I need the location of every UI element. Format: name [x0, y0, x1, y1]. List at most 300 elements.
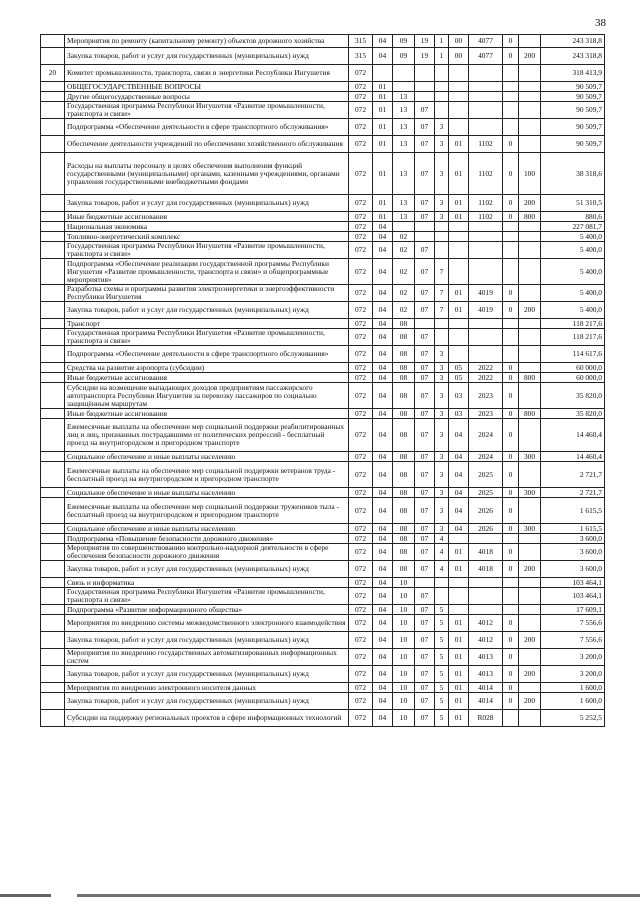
row-name-cell: ОБЩЕГОСУДАРСТВЕННЫЕ ВОПРОСЫ — [65, 82, 349, 92]
code-subsection-cell: 10 — [393, 605, 415, 615]
budget-table-body — [41, 35, 605, 727]
code-subprogram-cell: 4 — [435, 561, 449, 578]
code-direction-cell: 4018 — [469, 561, 503, 578]
code-expense-type-cell — [519, 242, 541, 259]
row-name-cell: Другие общегосударственные вопросы — [65, 92, 349, 102]
code-subprogram-cell: 7 — [435, 302, 449, 319]
code-ministry-cell: 072 — [349, 683, 373, 693]
row-number-cell — [41, 136, 65, 153]
code-subsection-cell: 08 — [393, 346, 415, 363]
code-section-cell: 04 — [373, 710, 393, 727]
code-program-cell — [415, 82, 435, 92]
code-subsection-cell: 08 — [393, 524, 415, 534]
code-program-cell: 07 — [415, 119, 435, 136]
code-ministry-cell: 072 — [349, 119, 373, 136]
code-ministry-cell: 072 — [349, 524, 373, 534]
code-subsection-cell: 02 — [393, 232, 415, 242]
code-program-cell — [415, 578, 435, 588]
row-sum-cell: 90 509,7 — [541, 136, 605, 153]
row-name-cell: Социальное обеспечение и иные выплаты населению — [65, 488, 349, 498]
code-expense-type-cell — [519, 710, 541, 727]
code-event-cell — [449, 65, 469, 82]
row-sum-cell: 1 600,0 — [541, 693, 605, 710]
code-subprogram-cell — [435, 65, 449, 82]
table-row — [41, 65, 605, 82]
code-program-cell — [415, 65, 435, 82]
row-number-cell — [41, 153, 65, 195]
table-row — [41, 409, 605, 419]
code-direction-cell — [469, 222, 503, 232]
code-section-cell: 04 — [373, 285, 393, 302]
code-direction-cell — [469, 329, 503, 346]
code-expense-type-cell — [519, 615, 541, 632]
row-number-cell — [41, 222, 65, 232]
code-section-cell: 04 — [373, 35, 393, 48]
row-number-cell — [41, 285, 65, 302]
row-name-cell: Топливно-энергетический комплекс — [65, 232, 349, 242]
code-subsection-cell: 13 — [393, 136, 415, 153]
table-row — [41, 632, 605, 649]
code-expense-type-cell: 200 — [519, 561, 541, 578]
code-event-cell — [449, 102, 469, 119]
code-event-cell: 01 — [449, 710, 469, 727]
row-number-cell — [41, 409, 65, 419]
code-ministry-cell: 072 — [349, 212, 373, 222]
code-section-cell: 01 — [373, 195, 393, 212]
code-expense-type-cell: 200 — [519, 302, 541, 319]
code-event-cell: 04 — [449, 452, 469, 462]
code-section-cell: 04 — [373, 383, 393, 409]
code-subprogram-cell: 7 — [435, 285, 449, 302]
code-subprogram-cell: 7 — [435, 259, 449, 285]
code-event-cell — [449, 534, 469, 544]
row-number-cell — [41, 92, 65, 102]
table-row — [41, 488, 605, 498]
row-number-cell — [41, 710, 65, 727]
row-sum-cell: 3 200,0 — [541, 666, 605, 683]
code-subprogram-cell: 5 — [435, 649, 449, 666]
code-event-cell: 03 — [449, 383, 469, 409]
code-direction-cell: 1102 — [469, 136, 503, 153]
code-direction-cell: 4014 — [469, 683, 503, 693]
row-name-cell: Мероприятия по внедрению электронного носителя данных — [65, 683, 349, 693]
code-ministry-cell: 072 — [349, 153, 373, 195]
row-number-cell — [41, 319, 65, 329]
code-program-cell: 07 — [415, 419, 435, 452]
code-subprogram-cell: 3 — [435, 419, 449, 452]
code-ministry-cell: 072 — [349, 82, 373, 92]
code-extra-cell — [503, 232, 519, 242]
code-section-cell: 04 — [373, 373, 393, 383]
code-extra-cell — [503, 259, 519, 285]
code-ministry-cell: 072 — [349, 259, 373, 285]
code-direction-cell: 4019 — [469, 285, 503, 302]
code-ministry-cell: 072 — [349, 452, 373, 462]
row-name-cell: Субсидии на поддержку региональных проектов в сфере информационных технологий — [65, 710, 349, 727]
code-program-cell: 07 — [415, 346, 435, 363]
row-sum-cell: 5 400,0 — [541, 285, 605, 302]
row-number-cell — [41, 242, 65, 259]
row-number-cell — [41, 373, 65, 383]
code-section-cell: 04 — [373, 346, 393, 363]
row-sum-cell: 14 460,4 — [541, 452, 605, 462]
code-subsection-cell — [393, 65, 415, 82]
code-subsection-cell: 10 — [393, 615, 415, 632]
code-direction-cell: 4077 — [469, 35, 503, 48]
row-sum-cell: 7 556,6 — [541, 632, 605, 649]
row-name-cell: Закупка товаров, работ и услуг для государственных (муниципальных) нужд — [65, 693, 349, 710]
code-expense-type-cell — [519, 498, 541, 524]
row-sum-cell: 118 217,6 — [541, 329, 605, 346]
code-subsection-cell — [393, 82, 415, 92]
budget-table — [40, 34, 605, 727]
code-subsection-cell: 08 — [393, 561, 415, 578]
code-event-cell — [449, 578, 469, 588]
row-number-cell — [41, 48, 65, 65]
table-row — [41, 242, 605, 259]
code-program-cell: 07 — [415, 462, 435, 488]
row-sum-cell: 2 721,7 — [541, 488, 605, 498]
table-row — [41, 319, 605, 329]
row-sum-cell: 103 464,1 — [541, 588, 605, 605]
table-row — [41, 615, 605, 632]
code-subsection-cell: 02 — [393, 302, 415, 319]
code-program-cell: 07 — [415, 534, 435, 544]
code-event-cell — [449, 222, 469, 232]
code-program-cell: 07 — [415, 285, 435, 302]
code-subprogram-cell: 3 — [435, 373, 449, 383]
code-section-cell: 04 — [373, 498, 393, 524]
code-ministry-cell: 072 — [349, 561, 373, 578]
row-name-cell: Государственная программа Республики Ингушетия «Развитие промышленности, транспорта и связи» — [65, 102, 349, 119]
code-subprogram-cell — [435, 82, 449, 92]
code-direction-cell — [469, 102, 503, 119]
table-row — [41, 561, 605, 578]
table-row — [41, 383, 605, 409]
row-number-cell — [41, 232, 65, 242]
table-row — [41, 259, 605, 285]
code-extra-cell: 0 — [503, 666, 519, 683]
row-name-cell: Субсидии на возмещение выпадающих доходов предприятиям пассажирского автотранспорта Республики Ингушетия за перевозку пассажиров по социально защищённым маршрутам — [65, 383, 349, 409]
code-expense-type-cell — [519, 534, 541, 544]
code-program-cell: 07 — [415, 363, 435, 373]
code-ministry-cell: 072 — [349, 222, 373, 232]
row-sum-cell: 227 081,7 — [541, 222, 605, 232]
code-ministry-cell: 072 — [349, 588, 373, 605]
row-name-cell: Иные бюджетные ассигнования — [65, 212, 349, 222]
row-name-cell: Закупка товаров, работ и услуг для государственных (муниципальных) нужд — [65, 195, 349, 212]
code-ministry-cell: 072 — [349, 666, 373, 683]
code-subsection-cell: 13 — [393, 195, 415, 212]
code-subsection-cell: 02 — [393, 285, 415, 302]
table-row — [41, 498, 605, 524]
code-program-cell: 07 — [415, 710, 435, 727]
code-direction-cell: 2024 — [469, 419, 503, 452]
code-expense-type-cell — [519, 232, 541, 242]
code-section-cell: 04 — [373, 363, 393, 373]
code-ministry-cell: 072 — [349, 232, 373, 242]
code-program-cell: 19 — [415, 48, 435, 65]
code-event-cell: 01 — [449, 136, 469, 153]
code-section-cell: 04 — [373, 588, 393, 605]
code-ministry-cell: 072 — [349, 285, 373, 302]
row-number-cell — [41, 534, 65, 544]
code-extra-cell: 0 — [503, 488, 519, 498]
code-ministry-cell: 072 — [349, 409, 373, 419]
code-direction-cell — [469, 319, 503, 329]
code-ministry-cell: 072 — [349, 302, 373, 319]
code-section-cell: 04 — [373, 452, 393, 462]
code-subsection-cell: 08 — [393, 419, 415, 452]
code-subprogram-cell: 4 — [435, 534, 449, 544]
code-ministry-cell: 072 — [349, 363, 373, 373]
code-subsection-cell: 10 — [393, 683, 415, 693]
code-expense-type-cell — [519, 92, 541, 102]
code-event-cell — [449, 92, 469, 102]
code-direction-cell: 4014 — [469, 693, 503, 710]
row-name-cell: Мероприятия по внедрению системы межведомственного электронного взаимодействия — [65, 615, 349, 632]
code-subprogram-cell — [435, 92, 449, 102]
code-ministry-cell: 072 — [349, 578, 373, 588]
code-extra-cell: 0 — [503, 48, 519, 65]
code-extra-cell: 0 — [503, 615, 519, 632]
row-name-cell: Государственная программа Республики Ингушетия «Развитие промышленности, транспорта и связи» — [65, 588, 349, 605]
code-expense-type-cell — [519, 82, 541, 92]
code-subprogram-cell: 3 — [435, 383, 449, 409]
code-subprogram-cell: 5 — [435, 693, 449, 710]
row-sum-cell: 90 509,7 — [541, 92, 605, 102]
row-name-cell: Государственная программа Республики Ингушетия «Развитие промышленности, транспорта и связи» — [65, 242, 349, 259]
code-expense-type-cell: 300 — [519, 524, 541, 534]
code-ministry-cell: 072 — [349, 102, 373, 119]
code-event-cell: 01 — [449, 666, 469, 683]
code-direction-cell: 4012 — [469, 632, 503, 649]
code-expense-type-cell — [519, 649, 541, 666]
code-ministry-cell: 072 — [349, 544, 373, 561]
table-row — [41, 524, 605, 534]
code-expense-type-cell: 300 — [519, 452, 541, 462]
code-event-cell — [449, 346, 469, 363]
code-direction-cell — [469, 588, 503, 605]
code-extra-cell: 0 — [503, 195, 519, 212]
code-subprogram-cell: 3 — [435, 462, 449, 488]
row-number-cell — [41, 329, 65, 346]
code-program-cell — [415, 222, 435, 232]
table-row — [41, 363, 605, 373]
code-ministry-cell: 315 — [349, 48, 373, 65]
row-name-cell: Связь и информатика — [65, 578, 349, 588]
code-section-cell: 04 — [373, 302, 393, 319]
code-section-cell: 01 — [373, 82, 393, 92]
code-event-cell: 01 — [449, 153, 469, 195]
row-name-cell: Подпрограмма «Развитие информационного общества» — [65, 605, 349, 615]
code-extra-cell — [503, 346, 519, 363]
code-section-cell: 04 — [373, 259, 393, 285]
code-expense-type-cell — [519, 259, 541, 285]
code-subprogram-cell: 3 — [435, 498, 449, 524]
code-extra-cell: 0 — [503, 383, 519, 409]
table-row — [41, 373, 605, 383]
code-extra-cell — [503, 710, 519, 727]
code-extra-cell: 0 — [503, 409, 519, 419]
code-event-cell: 04 — [449, 488, 469, 498]
code-event-cell — [449, 259, 469, 285]
row-sum-cell: 7 556,6 — [541, 615, 605, 632]
row-sum-cell: 17 609,1 — [541, 605, 605, 615]
code-event-cell — [449, 319, 469, 329]
code-expense-type-cell — [519, 605, 541, 615]
code-section-cell: 04 — [373, 649, 393, 666]
row-name-cell: Закупка товаров, работ и услуг для государственных (муниципальных) нужд — [65, 302, 349, 319]
code-subprogram-cell: 1 — [435, 35, 449, 48]
code-event-cell: 01 — [449, 544, 469, 561]
code-direction-cell: 4012 — [469, 615, 503, 632]
code-program-cell: 07 — [415, 649, 435, 666]
row-sum-cell: 243 318,8 — [541, 48, 605, 65]
code-ministry-cell: 072 — [349, 373, 373, 383]
row-name-cell: Подпрограмма «Обеспечение деятельности в сфере транспортного обслуживания» — [65, 119, 349, 136]
row-number-cell — [41, 363, 65, 373]
code-subprogram-cell — [435, 578, 449, 588]
code-extra-cell: 0 — [503, 153, 519, 195]
code-event-cell: 01 — [449, 615, 469, 632]
row-number-cell — [41, 212, 65, 222]
code-subsection-cell: 08 — [393, 544, 415, 561]
code-subprogram-cell — [435, 222, 449, 232]
row-number-cell — [41, 195, 65, 212]
table-row — [41, 683, 605, 693]
row-name-cell: Национальная экономика — [65, 222, 349, 232]
code-extra-cell — [503, 319, 519, 329]
row-number-cell — [41, 693, 65, 710]
code-event-cell: 05 — [449, 363, 469, 373]
row-sum-cell: 2 721,7 — [541, 462, 605, 488]
row-number-cell — [41, 119, 65, 136]
row-sum-cell: 60 000,0 — [541, 373, 605, 383]
code-program-cell: 07 — [415, 259, 435, 285]
code-program-cell: 07 — [415, 212, 435, 222]
table-row — [41, 195, 605, 212]
row-number-cell — [41, 102, 65, 119]
code-subprogram-cell — [435, 232, 449, 242]
row-sum-cell: 14 460,4 — [541, 419, 605, 452]
table-row — [41, 710, 605, 727]
row-number-cell — [41, 488, 65, 498]
code-ministry-cell: 072 — [349, 319, 373, 329]
code-program-cell: 07 — [415, 605, 435, 615]
code-program-cell: 07 — [415, 373, 435, 383]
code-program-cell: 07 — [415, 561, 435, 578]
code-section-cell: 04 — [373, 329, 393, 346]
code-extra-cell: 0 — [503, 462, 519, 488]
code-expense-type-cell — [519, 285, 541, 302]
code-subprogram-cell: 4 — [435, 544, 449, 561]
table-row — [41, 666, 605, 683]
table-row — [41, 605, 605, 615]
code-subsection-cell: 08 — [393, 534, 415, 544]
code-subsection-cell: 02 — [393, 242, 415, 259]
row-name-cell: Мероприятия по внедрению государственных автоматизированных информационных систем — [65, 649, 349, 666]
code-subsection-cell: 08 — [393, 488, 415, 498]
table-row — [41, 48, 605, 65]
row-sum-cell: 5 400,0 — [541, 242, 605, 259]
code-extra-cell — [503, 534, 519, 544]
code-extra-cell — [503, 65, 519, 82]
code-section-cell: 04 — [373, 534, 393, 544]
row-number-cell — [41, 452, 65, 462]
code-extra-cell: 0 — [503, 693, 519, 710]
row-number-cell — [41, 498, 65, 524]
code-subprogram-cell: 1 — [435, 48, 449, 65]
row-name-cell: Закупка товаров, работ и услуг для государственных (муниципальных) нужд — [65, 632, 349, 649]
code-subprogram-cell: 3 — [435, 363, 449, 373]
row-number-cell — [41, 561, 65, 578]
row-sum-cell: 114 617,6 — [541, 346, 605, 363]
row-sum-cell: 1 600,0 — [541, 683, 605, 693]
row-number-cell: 20 — [41, 65, 65, 82]
code-ministry-cell: 072 — [349, 632, 373, 649]
code-expense-type-cell — [519, 683, 541, 693]
code-event-cell: 01 — [449, 683, 469, 693]
code-expense-type-cell — [519, 578, 541, 588]
code-subprogram-cell: 3 — [435, 195, 449, 212]
row-number-cell — [41, 383, 65, 409]
row-sum-cell: 35 820,0 — [541, 409, 605, 419]
code-direction-cell: 1102 — [469, 212, 503, 222]
code-subprogram-cell — [435, 329, 449, 346]
code-expense-type-cell — [519, 544, 541, 561]
code-subprogram-cell: 3 — [435, 346, 449, 363]
code-event-cell: 01 — [449, 693, 469, 710]
table-row — [41, 578, 605, 588]
code-section-cell: 04 — [373, 683, 393, 693]
code-subsection-cell: 13 — [393, 212, 415, 222]
code-section-cell: 04 — [373, 409, 393, 419]
code-section-cell: 04 — [373, 48, 393, 65]
code-subprogram-cell — [435, 588, 449, 605]
row-sum-cell: 35 820,0 — [541, 383, 605, 409]
code-event-cell: 01 — [449, 285, 469, 302]
code-event-cell — [449, 329, 469, 346]
code-direction-cell — [469, 534, 503, 544]
row-name-cell: Подпрограмма «Повышение безопасности дорожного движения» — [65, 534, 349, 544]
row-name-cell: Государственная программа Республики Ингушетия «Развитие промышленности, транспорта и связи» — [65, 329, 349, 346]
code-subsection-cell: 13 — [393, 153, 415, 195]
code-subsection-cell: 08 — [393, 452, 415, 462]
row-sum-cell: 3 200,0 — [541, 649, 605, 666]
table-row — [41, 136, 605, 153]
table-row — [41, 102, 605, 119]
code-subsection-cell: 10 — [393, 693, 415, 710]
row-name-cell: Социальное обеспечение и иные выплаты населению — [65, 524, 349, 534]
code-section-cell: 04 — [373, 561, 393, 578]
code-direction-cell — [469, 346, 503, 363]
code-ministry-cell: 072 — [349, 329, 373, 346]
code-ministry-cell: 072 — [349, 605, 373, 615]
row-number-cell — [41, 259, 65, 285]
code-expense-type-cell — [519, 588, 541, 605]
table-row — [41, 649, 605, 666]
code-section-cell: 04 — [373, 232, 393, 242]
row-number-cell — [41, 35, 65, 48]
code-program-cell: 07 — [415, 329, 435, 346]
code-section-cell: 01 — [373, 212, 393, 222]
code-event-cell: 00 — [449, 48, 469, 65]
row-sum-cell: 5 400,0 — [541, 302, 605, 319]
code-expense-type-cell — [519, 119, 541, 136]
code-ministry-cell: 072 — [349, 693, 373, 710]
code-program-cell: 07 — [415, 615, 435, 632]
